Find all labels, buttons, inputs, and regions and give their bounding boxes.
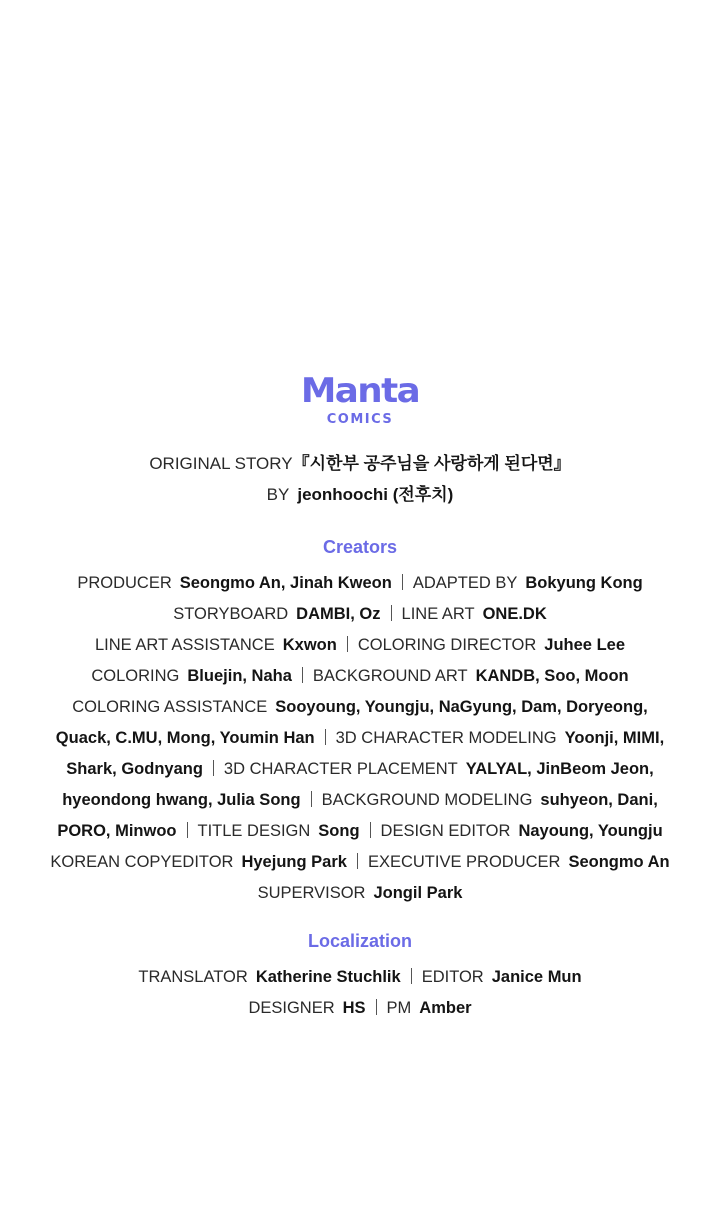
separator [370,822,371,838]
credit-name: Juhee Lee [544,636,626,654]
credit-name: Nayoung, Youngju [518,822,663,840]
credit-role: COLORING ASSISTANCE [72,698,268,716]
creators-heading: Creators [322,537,398,557]
manta-comics-logo [0,372,720,427]
credit-line [0,878,720,909]
credit-role: 3D CHARACTER MODELING [335,729,557,747]
credit-line [0,568,720,599]
credit-name: Seongmo An, Jinah Kweon [179,574,392,592]
separator [187,822,188,838]
logo-subtitle: COMICS [326,412,394,427]
localization-heading: Localization [307,931,412,951]
credit-name: Katherine Stuchlik [255,968,401,986]
credit-line [0,661,720,692]
localization-list [0,962,720,1024]
separator [376,999,377,1015]
logo-wordmark: Manta [300,371,420,411]
separator [311,791,312,807]
credit-role: DESIGN EDITOR [380,822,511,840]
credit-name: Sooyoung, Youngju, NaGyung, Dam, Doryeong, [275,698,648,716]
separator [411,968,412,984]
credit-role: EXECUTIVE PRODUCER [367,853,561,871]
credit-name: hyeondong hwang, Julia Song [62,791,301,809]
credit-role: COLORING [91,667,180,685]
credit-line [0,692,720,723]
credit-name: DAMBI, Oz [296,605,381,623]
credit-name: ONE.DK [482,605,547,623]
author-line [0,479,720,510]
credit-role: PM [386,999,412,1017]
credit-name: Song [318,822,360,840]
creators-section [0,532,720,909]
separator [391,605,392,621]
separator [347,636,348,652]
credit-name: Seongmo An [568,853,670,871]
credit-line [0,816,720,847]
credit-role: LINE ART ASSISTANCE [94,636,275,654]
original-story-title: 『시한부 공주님을 사랑하게 된다면』 [292,454,571,473]
credit-name: Bluejin, Naha [187,667,292,685]
by-label: BY [266,485,290,504]
credit-line [0,962,720,993]
credit-name: suhyeon, Dani, [540,791,658,809]
credit-role: LINE ART [401,605,475,623]
separator [302,667,303,683]
credit-role: KOREAN COPYEDITOR [50,853,234,871]
original-story-label: ORIGINAL STORY [149,454,293,473]
separator [213,760,214,776]
credit-name: Janice Mun [491,968,582,986]
separator [357,853,358,869]
credit-name: YALYAL, JinBeom Jeon, [465,760,654,778]
credit-role: 3D CHARACTER PLACEMENT [223,760,458,778]
credit-role: SUPERVISOR [257,884,366,902]
credit-name: Amber [419,999,472,1017]
credit-line [0,847,720,878]
credit-name: Bokyung Kong [525,574,643,592]
credit-name: Jongil Park [373,884,463,902]
credit-role: BACKGROUND ART [312,667,468,685]
credit-role: TITLE DESIGN [197,822,311,840]
credit-line [0,630,720,661]
credit-role: DESIGNER [248,999,335,1017]
author-name: jeonhoochi (전후치) [297,485,454,504]
credit-role: COLORING DIRECTOR [357,636,537,654]
credit-line [0,993,720,1024]
original-story-credit [0,448,720,510]
original-story-line [0,448,720,479]
credit-name: Kxwon [282,636,337,654]
credit-role: TRANSLATOR [138,968,248,986]
credit-name: KANDB, Soo, Moon [475,667,629,685]
credit-name: Hyejung Park [241,853,347,871]
credit-role: BACKGROUND MODELING [321,791,533,809]
credit-name: Yoonji, MIMI, [564,729,665,747]
localization-section [0,926,720,1024]
credit-role: PRODUCER [77,574,172,592]
credit-role: ADAPTED BY [412,574,518,592]
credit-name: PORO, Minwoo [57,822,177,840]
credit-name: Shark, Godnyang [66,760,203,778]
credit-role: STORYBOARD [173,605,289,623]
credit-line [0,785,720,816]
credit-role: EDITOR [421,968,484,986]
credit-line [0,599,720,630]
credit-name: Quack, C.MU, Mong, Youmin Han [55,729,315,747]
separator [325,729,326,745]
credit-line [0,754,720,785]
creators-list [0,568,720,909]
separator [402,574,403,590]
credit-name: HS [342,999,366,1017]
credit-line [0,723,720,754]
